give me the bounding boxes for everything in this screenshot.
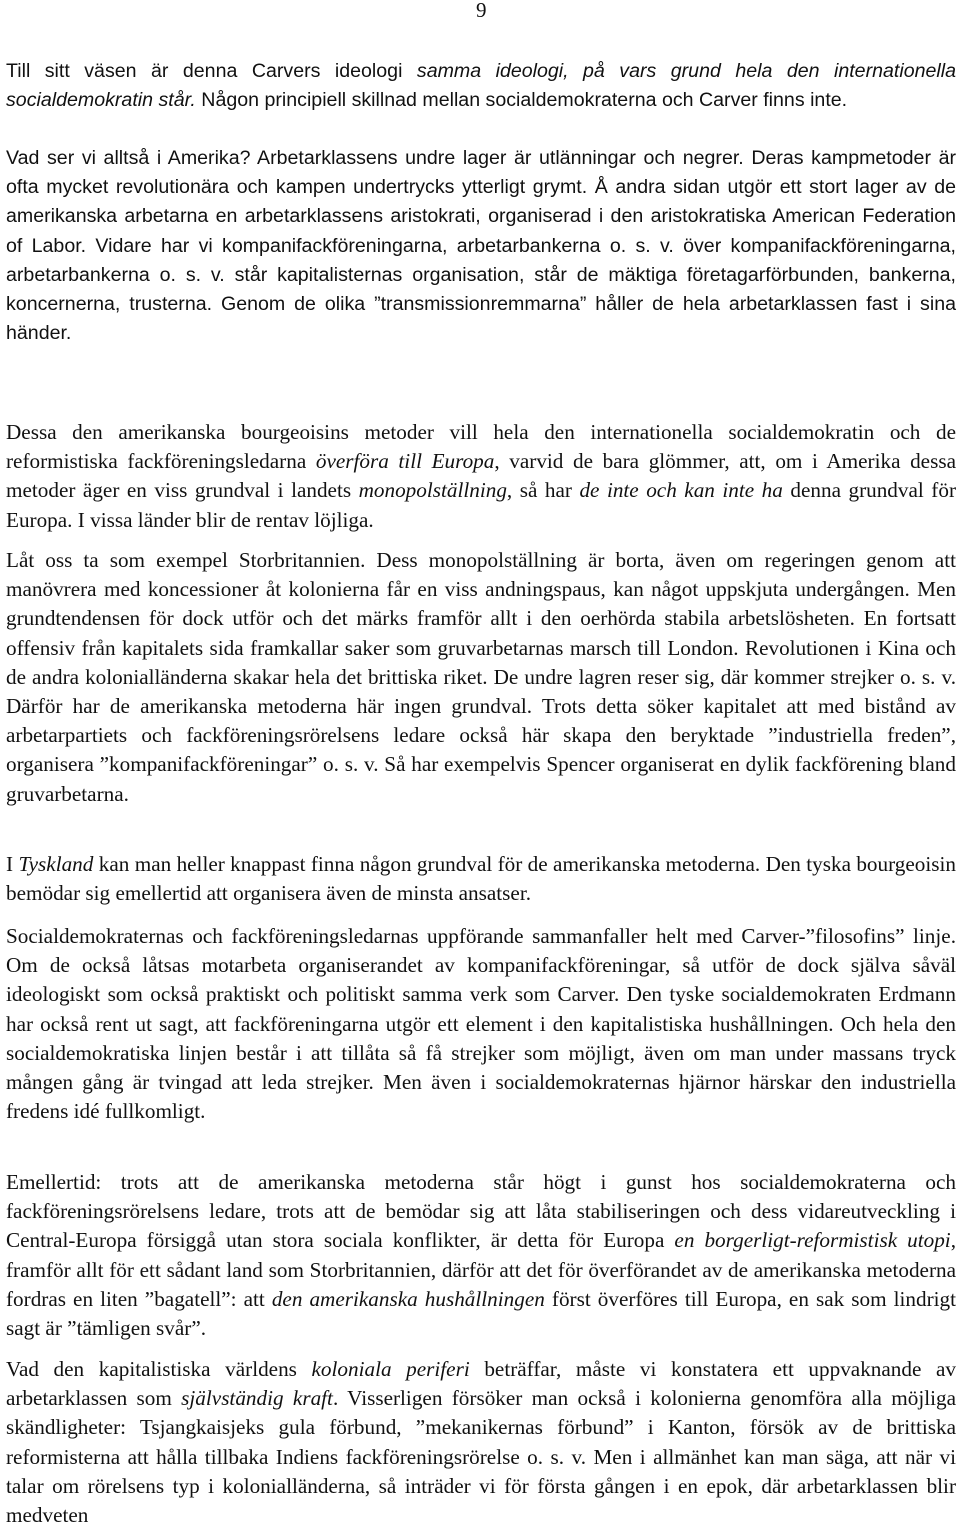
text-segment: , varvid de bara glömmer, att, om i Amerika dessa metoder äger en viss grundval i landets [6, 449, 956, 503]
text-segment: beträffar, måste vi konstatera ett uppvaknande av arbetarklassen som [6, 1357, 956, 1411]
text-segment: Socialdemokraternas och fackföreningsledarnas uppförande sammanfaller helt med Carver-”filosofins” linje. Om de också låtsas motarbeta organiserandet av kompanifackföreningar, så utför de dock själva såväl ideologiskt som också praktiskt och politiskt samma verk som Carver. Den tyske socialdemokraten Erdmann har också rent ut sagt, att fackföreningarna utgör ett element i den kapitalistiska hushållningen. Och hela den socialdemokratiska linjen består i att tillåta så få strejker som möjligt, även om man under massans tryck mången gång är tvingad att leda strejker. Men även i socialdemokraternas hjärnor härskar den industriella fredens idé fullkomligt. [6, 924, 956, 1124]
paragraph-carver-ideology [6, 57, 956, 115]
text-segment: denna grundval för Europa. I vissa länder blir de rentav löjliga. [6, 478, 956, 532]
text-segment: först överföres till Europa, en sak som lindrigt sagt är ”tämligen svår”. [6, 1286, 957, 1341]
text-segment: Emellertid: trots att de amerikanska metoderna står högt i gunst hos socialdemokraterna och fackföreningsrörelsens ledare, trots att de bemödar sig att låta stabiliseringen och dess vidareutveckling i Central-Europa försiggå utan stora sociala konflikter, är detta för Europa [6, 1170, 956, 1253]
paragraph-great-britain [6, 546, 956, 809]
italic-text-segment: samma ideologi, på vars grund hela den internationella socialdemokratin står. [6, 60, 956, 112]
italic-text-segment: överföra till Europa [315, 449, 495, 474]
paragraph-america-classes [6, 144, 956, 348]
paragraph-social-democrats [6, 922, 956, 1126]
text-segment: , framför allt för ett sådant land som Storbritannien, därför att det för överförandet av de amerikanska metoderna fordras en liten ”bagatell”: att [6, 1228, 956, 1311]
italic-text-segment: koloniala periferi [311, 1357, 470, 1381]
text-segment: Vad den kapitalistiska världens [6, 1357, 312, 1381]
text-segment: Vad ser vi alltså i Amerika? Arbetarklassens undre lager är utlänningar och negrer. Deras kampmetoder är ofta mycket revolutionära och kampen undertrycks ytterligt grymt. Å andra sidan utgör ett stort lager av de amerikanska arbetarna en arbetarklassens aristokrati, organiserad i den aristokratiska American Federation of Labor. Vidare har vi kompanifackföreningarna, arbetarbankerna o. s. v. över kompanifackföreningarna, arbetarbankerna o. s. v. står kapitalisternas organisation, står de mäktiga företagarförbunden, bankerna, koncernerna, trusterna. Genom de olika ”transmissionremmarna” håller de hela arbetarklassen fast i sina händer. [6, 147, 956, 345]
text-segment: Dessa den amerikanska bourgeoisins metoder vill hela den internationella socialdemokratin och de reformistiska fackföreningsledarna [6, 420, 956, 474]
text-segment: I [6, 852, 19, 876]
page-number: 9 [476, 0, 487, 22]
italic-text-segment: den amerikanska hushållningen [271, 1286, 545, 1311]
italic-text-segment: monopolställning [358, 478, 507, 503]
paragraph-however [6, 1168, 956, 1343]
italic-text-segment: självständig kraft [181, 1386, 333, 1411]
text-segment: Låt oss ta som exempel Storbritannien. Dess monopolställning är borta, även om regeringen genom att manövrera med koncessioner åt kolonierna får en viss andningspaus, kan något uppskjuta undergången. Men grundtendensen för dock utför och det märks framför allt i den oerhörda stabila arbetslösheten. En fortsatt offensiv från kapitalets sida framkallar saker som gruvarbetarnas marsch till London. Revolutionen i Kina och de andra kolonialländerna skakar hela det brittiska riket. De undre lagren reser sig, där kommer strejker o. s. v. Därför har de amerikanska metoderna här ingen grundval. Trots detta söker kapitalet att med bistånd av arbetarpartiets och fackföreningsrörelsens ledare också här skapa den beryktade ”industriella freden”, organisera ”kompanifackföreningar” o. s. v. Så har exempelvis Spencer organiserat en dylik fackförening bland gruvarbetarna. [6, 548, 956, 806]
paragraph-germany [6, 850, 956, 908]
paragraph-colonial-periphery [6, 1355, 956, 1530]
paragraph-bourgeois-methods [6, 418, 956, 535]
italic-text-segment: en borgerligt-reformistisk utopi [674, 1228, 951, 1253]
italic-text-segment: Tyskland [18, 852, 94, 876]
text-segment: . Visserligen försöker man också i kolonierna genomföra alla möjliga skändligheter: Tsjangkaisjeks gula förbund, ”mekanikernas förbund” i Kanton, försök av de brittiska reformisterna att hålla tillbaka Indiens fackföreningsrörelse o. s. v. Men i allmänhet kan man säga, att när vi talar om rörelsens typ i kolonialländerna, så inträder vi för första gången i en epok, där arbetarklassen blir medveten [6, 1386, 956, 1528]
text-segment: Någon principiell skillnad mellan socialdemokraterna och Carver finns inte. [195, 89, 848, 112]
italic-text-segment: de inte och kan inte ha [579, 478, 783, 503]
text-segment: kan man heller knappast finna någon grundval för de amerikanska metoderna. Den tyska bourgeoisin bemödar sig emellertid att organisera även de minsta ansatser. [6, 852, 956, 906]
text-segment: , så har [506, 478, 580, 503]
text-segment: Till sitt väsen är denna Carvers ideologi [6, 60, 417, 82]
